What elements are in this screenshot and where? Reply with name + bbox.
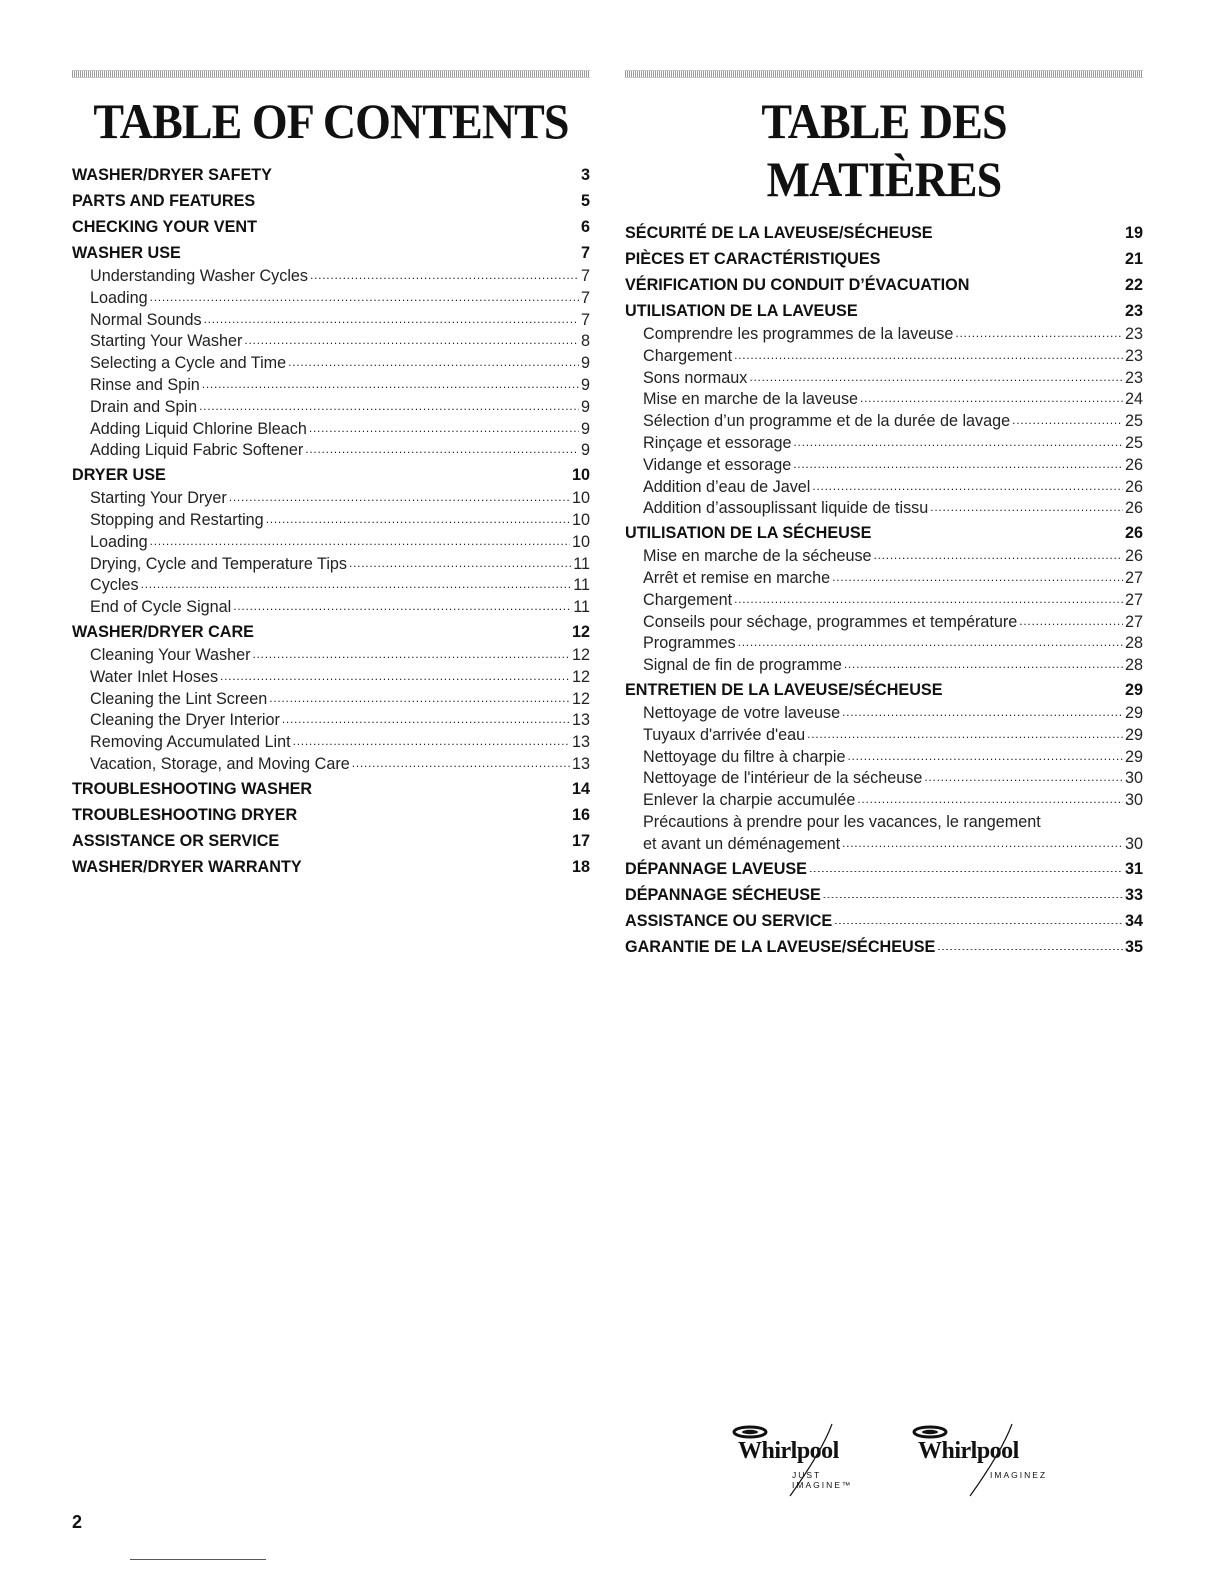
- dot-leader: [834, 907, 1123, 923]
- entry-label: Adding Liquid Chlorine Bleach: [90, 419, 307, 438]
- dot-leader: [281, 828, 570, 844]
- entry-page-number: 14: [571, 779, 590, 798]
- toc-section-entry[interactable]: [625, 934, 1143, 960]
- toc-section-entry[interactable]: [625, 220, 1143, 246]
- dot-leader: [734, 588, 1123, 604]
- toc-subsection-entry[interactable]: [625, 389, 1143, 411]
- entry-label: Chargement: [643, 346, 733, 365]
- entry-page-number: 11: [573, 554, 590, 573]
- dot-leader: [202, 373, 579, 389]
- entry-label: Starting Your Washer: [90, 332, 243, 351]
- entry-label: CHECKING YOUR VENT: [72, 218, 257, 236]
- dot-leader: [293, 730, 570, 746]
- entry-page-number: 27: [1124, 568, 1143, 587]
- brand-wordmark: Whirlpool: [738, 1438, 839, 1464]
- entry-page-number: 23: [1124, 346, 1143, 365]
- entry-page-number: 28: [1124, 634, 1143, 653]
- entry-label: Addition d’eau de Javel: [643, 477, 811, 496]
- toc-subsection-entry[interactable]: [625, 346, 1143, 368]
- toc-subsection-entry[interactable]: [625, 411, 1143, 433]
- toc-section-entry[interactable]: [72, 828, 590, 854]
- toc-french: [625, 70, 1143, 960]
- entry-label: et avant un déménagement: [643, 834, 841, 853]
- entry-page-number: 7: [580, 267, 590, 285]
- toc-section-entry[interactable]: [72, 619, 590, 645]
- entry-label: Conseils pour séchage, programmes et température: [643, 612, 1018, 631]
- toc-section-entry[interactable]: [625, 520, 1143, 546]
- entry-page-number: 10: [571, 489, 590, 508]
- dot-leader: [141, 573, 572, 589]
- entry-label: WASHER/DRYER WARRANTY: [72, 857, 302, 876]
- toc-subsection-entry[interactable]: [625, 655, 1143, 677]
- entry-label: Drying, Cycle and Temperature Tips: [90, 554, 348, 573]
- dot-leader: [309, 417, 579, 433]
- entry-label: ENTRETIEN DE LA LAVEUSE/SÉCHEUSE: [625, 680, 943, 699]
- entry-page-number: 10: [571, 510, 590, 529]
- dot-leader: [945, 677, 1123, 693]
- toc-section-entry[interactable]: [625, 272, 1143, 298]
- brand-tagline: IMAGINEZ: [990, 1470, 1048, 1480]
- toc-subsection-entry[interactable]: [72, 532, 590, 554]
- toc-subsection-entry[interactable]: [72, 419, 590, 441]
- entry-page-number: 13: [571, 733, 590, 752]
- entry-page-number: 23: [1124, 302, 1143, 320]
- entry-label: Water Inlet Hoses: [90, 667, 219, 686]
- dot-leader: [304, 854, 570, 870]
- entry-label: VÉRIFICATION DU CONDUIT D’ÉVACUATION: [625, 276, 970, 294]
- toc-subsection-entry[interactable]: [625, 498, 1143, 520]
- entry-page-number: 12: [571, 622, 590, 641]
- entry-label: UTILISATION DE LA LAVEUSE: [625, 302, 858, 320]
- entry-page-number: 31: [1124, 859, 1143, 878]
- toc-subsection-entry[interactable]: [72, 645, 590, 667]
- entry-page-number: 30: [1124, 791, 1143, 810]
- dot-leader: [857, 788, 1123, 804]
- entry-page-number: 12: [571, 689, 590, 708]
- entry-label: Chargement: [643, 590, 733, 609]
- entry-page-number: 10: [571, 466, 590, 485]
- toc-subsection-entry[interactable]: [625, 812, 1143, 856]
- dot-leader: [809, 855, 1123, 871]
- dot-leader: [299, 802, 570, 818]
- toc-section-entry[interactable]: [625, 908, 1143, 934]
- entry-label: End of Cycle Signal: [90, 598, 232, 617]
- dot-leader: [971, 272, 1123, 288]
- toc-subsection-entry[interactable]: [72, 710, 590, 732]
- dot-leader: [860, 387, 1123, 403]
- toc-section-entry[interactable]: [72, 188, 590, 214]
- dot-leader: [842, 701, 1123, 717]
- entry-label: Précautions à prendre pour les vacances, le rangement: [643, 812, 1041, 831]
- entry-page-number: 19: [1124, 224, 1143, 242]
- entry-label: PARTS AND FEATURES: [72, 192, 256, 210]
- toc-subsection-entry[interactable]: [72, 440, 590, 462]
- entry-page-number: 17: [571, 831, 590, 850]
- entry-label: Stopping and Restarting: [90, 510, 264, 529]
- entry-page-number: 24: [1124, 390, 1143, 409]
- entry-page-number: 27: [1124, 612, 1143, 631]
- entry-label: Mise en marche de la sécheuse: [643, 547, 872, 566]
- toc-section-entry[interactable]: [72, 776, 590, 802]
- entry-page-number: 34: [1124, 911, 1143, 930]
- entry-label: SÉCURITÉ DE LA LAVEUSE/SÉCHEUSE: [625, 224, 933, 242]
- footer-link-underline[interactable]: [130, 1559, 266, 1560]
- toc-english: [72, 70, 590, 880]
- entry-page-number: 21: [1124, 250, 1143, 268]
- entry-label: Mise en marche de la laveuse: [643, 390, 859, 409]
- dot-leader: [244, 329, 579, 345]
- entry-page-number: 28: [1124, 656, 1143, 675]
- brand-tagline: JUST IMAGINE™: [792, 1470, 853, 1490]
- dot-leader: [314, 776, 570, 792]
- brand-wordmark: Whirlpool: [918, 1438, 1019, 1464]
- entry-label: Starting Your Dryer: [90, 489, 227, 508]
- dot-leader: [930, 496, 1123, 512]
- toc-subsection-entry[interactable]: [625, 568, 1143, 590]
- entry-page-number: 9: [580, 397, 590, 416]
- entry-label: DÉPANNAGE SÉCHEUSE: [625, 885, 821, 904]
- entry-label: DRYER USE: [72, 466, 166, 485]
- entry-label: WASHER/DRYER SAFETY: [72, 166, 272, 184]
- entry-label: PIÈCES ET CARACTÉRISTIQUES: [625, 250, 881, 268]
- toc-subsection-entry[interactable]: [72, 575, 590, 597]
- dot-leader: [844, 653, 1123, 669]
- entry-page-number: 12: [571, 645, 590, 664]
- toc-subsection-entry[interactable]: [625, 455, 1143, 477]
- dot-leader: [955, 322, 1123, 338]
- dot-leader: [288, 351, 579, 367]
- toc-section-entry[interactable]: [625, 856, 1143, 882]
- dot-leader: [305, 438, 579, 454]
- toc-section-entry[interactable]: [625, 677, 1143, 703]
- toc-section-entry[interactable]: [72, 854, 590, 880]
- toc-title: TABLE OF CONTENTS: [93, 93, 569, 149]
- entry-page-number: 13: [571, 754, 590, 773]
- entry-page-number: 11: [573, 576, 590, 595]
- entry-label: Sélection d’un programme et de la durée de lavage: [643, 412, 1011, 431]
- entry-label: ASSISTANCE OU SERVICE: [625, 911, 833, 930]
- dot-leader: [310, 264, 579, 280]
- toc-subsection-entry[interactable]: [625, 368, 1143, 390]
- toc-section-entry[interactable]: [625, 246, 1143, 272]
- entry-label: Signal de fin de programme: [643, 656, 842, 675]
- entry-label: Rinse and Spin: [90, 375, 200, 394]
- entry-label: Vidange et essorage: [643, 455, 792, 474]
- dot-leader: [349, 552, 571, 568]
- whirlpool-logo-english: [720, 1418, 870, 1498]
- entry-label: Enlever la charpie accumulée: [643, 791, 856, 810]
- dot-leader: [352, 752, 570, 768]
- entry-label: ASSISTANCE OR SERVICE: [72, 831, 280, 850]
- entry-label: Drain and Spin: [90, 397, 198, 416]
- toc-subsection-entry[interactable]: [625, 477, 1143, 499]
- toc-section-entry[interactable]: [72, 802, 590, 828]
- entry-label: TROUBLESHOOTING WASHER: [72, 779, 313, 798]
- entry-label: Arrêt et remise en marche: [643, 568, 831, 587]
- toc-section-entry[interactable]: [72, 462, 590, 488]
- entry-page-number: 26: [1124, 547, 1143, 566]
- entry-page-number: 5: [580, 192, 590, 210]
- dot-leader: [807, 723, 1123, 739]
- dot-leader: [168, 462, 570, 478]
- page-number: 2: [72, 1512, 83, 1532]
- toc-subsection-entry[interactable]: [72, 397, 590, 419]
- dot-leader: [150, 530, 570, 546]
- entry-page-number: 30: [1124, 834, 1143, 853]
- entry-label: Tuyaux d'arrivée d'eau: [643, 725, 806, 744]
- entry-label: Selecting a Cycle and Time: [90, 354, 287, 373]
- toc-subsection-entry[interactable]: [625, 703, 1143, 725]
- dot-leader: [832, 566, 1123, 582]
- entry-label: Vacation, Storage, and Moving Care: [90, 754, 350, 773]
- entry-page-number: 8: [580, 332, 590, 351]
- entry-page-number: 26: [1124, 455, 1143, 474]
- entry-page-number: 23: [1124, 325, 1143, 343]
- dot-leader: [282, 708, 570, 724]
- toc-subsection-entry[interactable]: [72, 510, 590, 532]
- toc-entries: [72, 162, 590, 880]
- entry-label: Cycles: [90, 576, 139, 595]
- entry-label: Cleaning Your Washer: [90, 645, 251, 664]
- toc-subsection-entry[interactable]: [72, 667, 590, 689]
- entry-page-number: 23: [1124, 368, 1143, 387]
- toc-section-entry[interactable]: [625, 298, 1143, 324]
- entry-label: Removing Accumulated Lint: [90, 733, 291, 752]
- brand-logos: [720, 1418, 1060, 1498]
- dot-leader: [935, 220, 1123, 236]
- toc-subsection-entry[interactable]: [625, 633, 1143, 655]
- dot-leader: [823, 881, 1123, 897]
- entry-label: WASHER/DRYER CARE: [72, 622, 254, 641]
- entry-page-number: 7: [580, 244, 590, 262]
- entry-label: Comprendre les programmes de la laveuse: [643, 325, 954, 343]
- entry-label: DÉPANNAGE LAVEUSE: [625, 859, 807, 878]
- toc-subsection-entry[interactable]: [625, 747, 1143, 769]
- dot-leader: [924, 766, 1123, 782]
- dot-leader: [199, 395, 579, 411]
- entry-label: Nettoyage du filtre à charpie: [643, 747, 846, 766]
- toc-subsection-entry[interactable]: [72, 689, 590, 711]
- dot-leader: [204, 308, 579, 324]
- toc-subsection-entry[interactable]: [625, 725, 1143, 747]
- entry-page-number: 26: [1124, 524, 1143, 543]
- entry-label: Programmes: [643, 634, 736, 653]
- toc-subsection-entry[interactable]: [72, 375, 590, 397]
- dot-leader: [882, 246, 1123, 262]
- entry-page-number: 33: [1124, 885, 1143, 904]
- entry-label: Understanding Washer Cycles: [90, 267, 309, 285]
- dot-leader: [259, 214, 579, 230]
- dot-leader: [269, 687, 570, 703]
- dot-leader: [183, 240, 579, 256]
- dot-leader: [874, 544, 1123, 560]
- entry-page-number: 6: [580, 218, 590, 236]
- entry-page-number: 11: [573, 598, 590, 617]
- entry-page-number: 22: [1124, 276, 1143, 294]
- toc-subsection-entry[interactable]: [625, 546, 1143, 568]
- entry-page-number: 3: [580, 166, 590, 184]
- toc-subsection-entry[interactable]: [72, 754, 590, 776]
- entry-label: Adding Liquid Fabric Softener: [90, 441, 304, 460]
- entry-continuation: [643, 834, 1143, 856]
- entry-page-number: 35: [1124, 937, 1143, 956]
- dot-leader: [229, 486, 570, 502]
- entry-label: Sons normaux: [643, 368, 748, 387]
- entry-label: WASHER USE: [72, 244, 181, 262]
- entry-page-number: 29: [1124, 703, 1143, 722]
- toc-subsection-entry[interactable]: [625, 324, 1143, 346]
- dot-leader: [734, 344, 1123, 360]
- toc-subsection-entry[interactable]: [625, 590, 1143, 612]
- entry-label: Addition d’assouplissant liquide de tissu: [643, 499, 929, 518]
- toc-subsection-entry[interactable]: [72, 353, 590, 375]
- toc-subsection-entry[interactable]: [72, 310, 590, 332]
- dot-leader: [842, 832, 1123, 848]
- whirlpool-logo-french: [900, 1418, 1050, 1498]
- toc-subsection-entry[interactable]: [625, 768, 1143, 790]
- entry-page-number: 13: [571, 711, 590, 730]
- entry-page-number: 25: [1124, 412, 1143, 431]
- toc-subsection-entry[interactable]: [625, 433, 1143, 455]
- entry-label: Nettoyage de votre laveuse: [643, 703, 841, 722]
- title-rule: [625, 70, 1143, 78]
- entry-page-number: 9: [580, 441, 590, 460]
- entry-page-number: 29: [1124, 747, 1143, 766]
- entry-page-number: 9: [580, 419, 590, 438]
- entry-page-number: 7: [580, 288, 590, 307]
- entry-page-number: 7: [580, 310, 590, 329]
- toc-subsection-entry[interactable]: [72, 554, 590, 576]
- entry-page-number: 26: [1124, 477, 1143, 496]
- toc-section-entry[interactable]: [625, 882, 1143, 908]
- toc-subsection-entry[interactable]: [72, 266, 590, 288]
- dot-leader: [873, 520, 1123, 536]
- entry-label: Nettoyage de l'intérieur de la sécheuse: [643, 769, 923, 788]
- toc-section-entry[interactable]: [72, 162, 590, 188]
- dot-leader: [847, 745, 1123, 761]
- dot-leader: [220, 665, 570, 681]
- dot-leader: [1012, 409, 1123, 425]
- dot-leader: [233, 595, 571, 611]
- entry-page-number: 16: [571, 805, 590, 824]
- toc-subsection-entry[interactable]: [72, 597, 590, 619]
- dot-leader: [266, 508, 570, 524]
- entry-page-number: 9: [580, 375, 590, 394]
- entry-page-number: 29: [1124, 725, 1143, 744]
- entry-page-number: 30: [1124, 769, 1143, 788]
- entry-label: GARANTIE DE LA LAVEUSE/SÉCHEUSE: [625, 937, 936, 956]
- toc-subsection-entry[interactable]: [72, 331, 590, 353]
- entry-label: Rinçage et essorage: [643, 433, 792, 452]
- dot-leader: [252, 643, 570, 659]
- dot-leader: [274, 162, 579, 178]
- dot-leader: [812, 475, 1123, 491]
- toc-subsection-entry[interactable]: [625, 612, 1143, 634]
- entry-page-number: 25: [1124, 433, 1143, 452]
- title-rule: [72, 70, 590, 78]
- entry-label: Cleaning the Lint Screen: [90, 689, 268, 708]
- entry-label: UTILISATION DE LA SÉCHEUSE: [625, 524, 872, 543]
- entry-page-number: 26: [1124, 499, 1143, 518]
- toc-section-entry[interactable]: [72, 214, 590, 240]
- entry-label: Normal Sounds: [90, 310, 202, 329]
- toc-subsection-entry[interactable]: [72, 732, 590, 754]
- toc-entries: [625, 220, 1143, 960]
- entry-page-number: 10: [571, 532, 590, 551]
- toc-subsection-entry[interactable]: [72, 288, 590, 310]
- dot-leader: [860, 298, 1123, 314]
- entry-label: TROUBLESHOOTING DRYER: [72, 805, 298, 824]
- dot-leader: [749, 366, 1123, 382]
- entry-label: Loading: [90, 288, 148, 307]
- toc-section-entry[interactable]: [72, 240, 590, 266]
- dot-leader: [738, 631, 1123, 647]
- dot-leader: [793, 453, 1123, 469]
- entry-page-number: 27: [1124, 590, 1143, 609]
- dot-leader: [150, 286, 579, 302]
- toc-subsection-entry[interactable]: [72, 488, 590, 510]
- entry-label: Cleaning the Dryer Interior: [90, 711, 280, 730]
- dot-leader: [256, 619, 570, 635]
- entry-page-number: 18: [571, 857, 590, 876]
- dot-leader: [793, 431, 1123, 447]
- entry-page-number: 29: [1124, 680, 1143, 699]
- entry-page-number: 9: [580, 354, 590, 373]
- dot-leader: [257, 188, 579, 204]
- entry-label: Loading: [90, 532, 148, 551]
- dot-leader: [1019, 610, 1123, 626]
- dot-leader: [937, 933, 1123, 949]
- entry-page-number: 12: [571, 667, 590, 686]
- toc-subsection-entry[interactable]: [625, 790, 1143, 812]
- toc-title: TABLE DES MATIÈRES: [761, 93, 1007, 207]
